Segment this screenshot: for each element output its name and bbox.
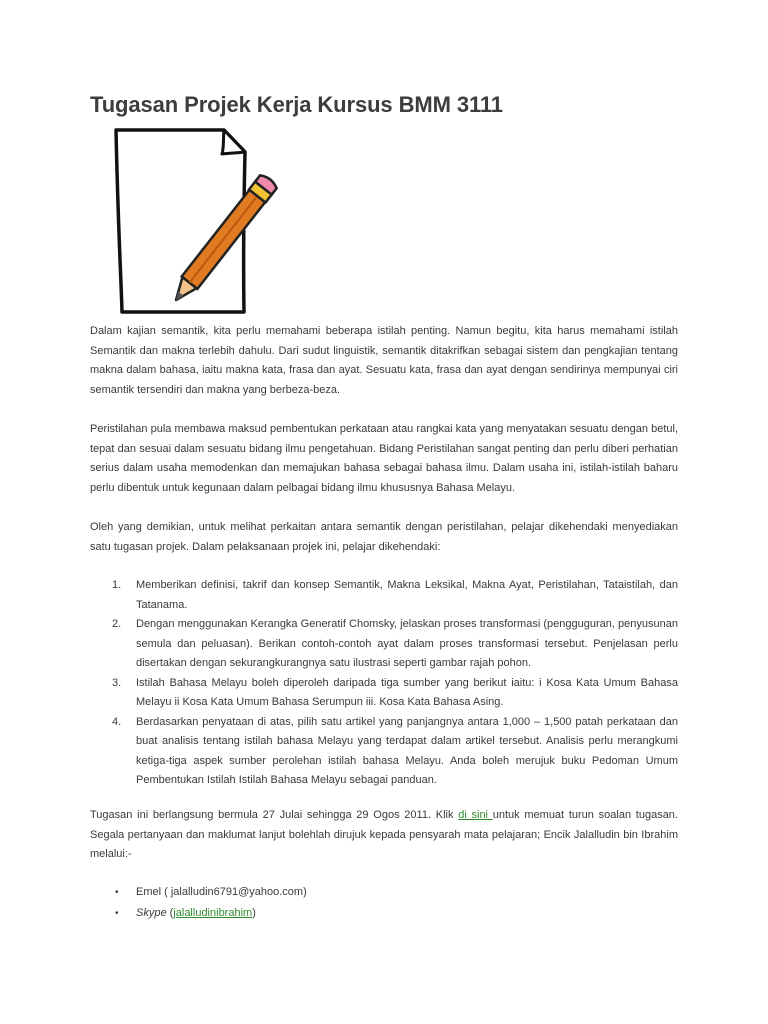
download-link[interactable]: di sini [458, 809, 493, 821]
page-title: Tugasan Projek Kerja Kursus BMM 3111 [90, 92, 503, 117]
bullet-icon: • [115, 887, 119, 898]
paragraph-semantik: Dalam kajian semantik, kita perlu memahami beberapa istilah penting. Namun begitu, kita harus memahami istilah Semantik dan makna terlebih dahulu. Dari sudut linguistik, semantik ditakrifkan sebagai sistem dan pengkajian tentang makna dalam bahasa, iaitu makna kata, frasa dan ayat. Sesuatu kata, frasa dan ayat dengan sendirinya mempunyai ciri semantik tersendiri dan makna yang berbeza-beza. [90, 325, 678, 396]
list-item [90, 713, 678, 791]
list-number: 2. [112, 618, 122, 630]
paragraph-closing [90, 806, 678, 865]
peristilahan-section [90, 420, 678, 498]
email-contact-text: Emel ( jalalludin6791@yahoo.com) [136, 886, 307, 898]
list-item-text: Istilah Bahasa Melayu boleh diperoleh daripada tiga sumber yang berikut iaitu: i Kosa Kata Umum Bahasa Melayu ii Kosa Kata Umum Bahasa Serumpun iii. Kosa Kata Bahasa Asing. [136, 676, 678, 708]
list-item-text: Berdasarkan penyataan di atas, pilih satu artikel yang panjangnya antara 1,000 – 1,500 patah perkataan dan buat analisis tentang istilah bahasa Melayu yang terdapat dalam artikel tersebut. Analisis perlu merangkumi ketiga-tiga aspek sumber perolehan istilah bahasa Melayu. Anda boleh merujuk buku Pedoman Umum Pembentukan Istilah Istilah Bahasa Melayu sebagai panduan. [136, 715, 678, 786]
list-item-text: Memberikan definisi, takrif dan konsep Semantik, Makna Leksikal, Makna Ayat, Peristilahan, Tataistilah, dan Tatanama. [136, 579, 678, 611]
list-item [90, 576, 678, 615]
contact-item-skype [90, 903, 678, 924]
closing-text-end: untuk memuat turun soalan tugasan. Segala pertanyaan dan maklumat lanjut bolehlah dirujuk kepada pensyarah mata pelajaran; Encik Jalalludin bin Ibrahim melalui:- [90, 809, 678, 860]
list-item [90, 674, 678, 713]
paper-and-pencil-illustration [90, 126, 290, 320]
task-list [90, 576, 678, 791]
contact-item-email [90, 882, 678, 903]
bullet-icon: • [115, 908, 119, 919]
paragraph-peristilahan: Peristilahan pula membawa maksud pembentukan perkataan atau rangkai kata yang menyatakan sesuatu dengan betul, tepat dan sesuai dalam sesuatu bidang ilmu pengetahuan. Bidang Peristilahan sangat penting dan perlu diberi perhatian serius dalam usaha memodenkan dan memajukan bahasa sebagai bahasa ilmu. Dalam usaha ini, istilah-istilah baharu perlu dibentuk untuk kegunaan dalam pelbagai bidang ilmu khususnya Bahasa Melayu. [90, 423, 678, 494]
task-intro-section [90, 518, 678, 557]
skype-paren-close: ) [252, 907, 256, 919]
paper-and-pencil-icon [90, 126, 290, 320]
list-number: 1. [112, 579, 122, 591]
list-item [90, 615, 678, 674]
list-item-text: Dengan menggunakan Kerangka Generatif Chomsky, jelaskan proses transformasi (pengguguran, penyusunan semula dan peluasan). Berikan contoh-contoh ayat dalam proses transformasi tersebut. Penjelasan perlu disertakan dengan sekurangkurangnya satu ilustrasi seperti gambar rajah pohon. [136, 618, 678, 669]
list-number: 4. [112, 715, 122, 728]
paragraph-task-intro: Oleh yang demikian, untuk melihat perkaitan antara semantik dengan peristilahan, pelajar dikehendaki menyediakan satu tugasan projek. Dalam pelaksanaan projek ini, pelajar dikehendaki: [90, 521, 678, 553]
closing-text-start: Tugasan ini berlangsung bermula 27 Julai sehingga 29 Ogos 2011. Klik [90, 809, 459, 821]
contact-list [90, 882, 678, 924]
intro-paragraph [90, 322, 678, 400]
list-number: 3. [112, 676, 122, 689]
skype-paren-open: ( [166, 907, 174, 919]
closing-section [90, 806, 678, 865]
skype-handle-link[interactable]: jalalludinibrahim [173, 907, 253, 919]
skype-label: Skype [136, 907, 167, 919]
